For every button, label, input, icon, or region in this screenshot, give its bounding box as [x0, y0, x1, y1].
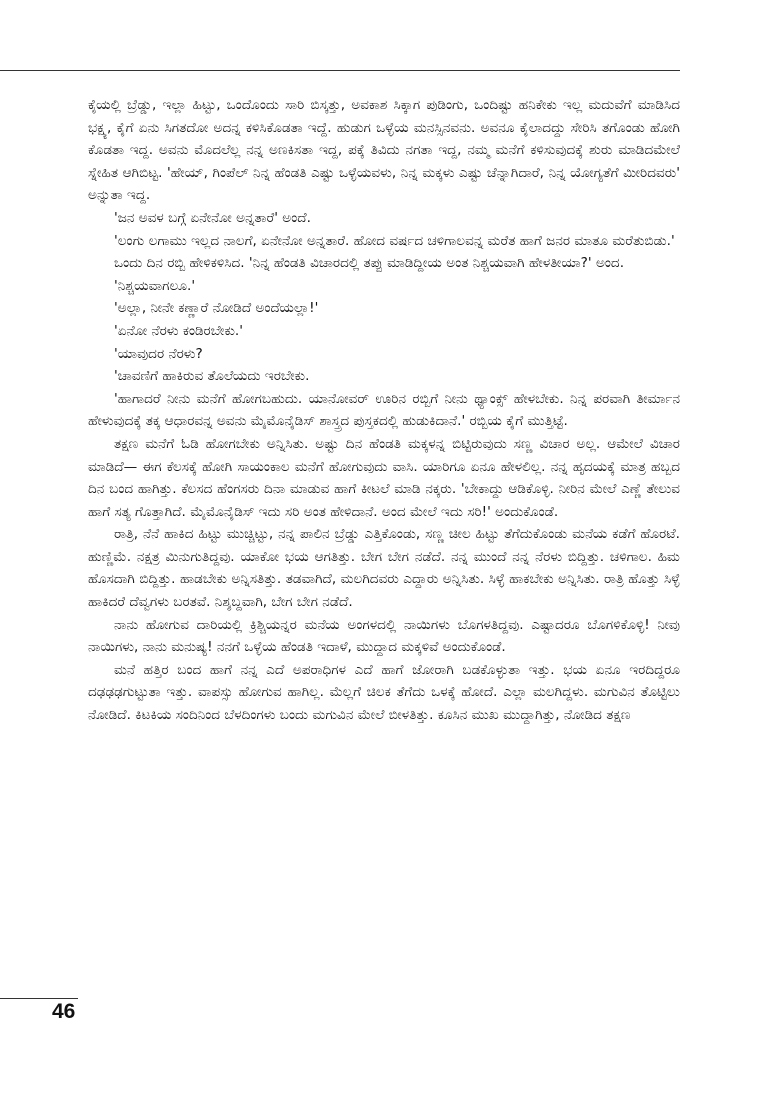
- paragraph: 'ಏನೋ ನೆರಳು ಕಂಡಿರಬೇಕು.': [114, 322, 243, 339]
- paragraph: ನಾನು ಹೋಗುವ ದಾರಿಯಲ್ಲಿ ಕ್ರಿಶ್ಚಿಯನ್ನರ ಮನೆಯ ಅಂಗಳದಲ್ಲಿ ನಾಯಿಗಳು ಬೊಗಳತಿದ್ದವು. ಎಷ್ಟಾದರೂ ಬೊಗಳಿಕೊಳ್ಳಿ! ನೀವು ನಾಯಿಗಳು, ನಾನು ಮನುಷ್ಯ! ನನಗೆ ಒಳ್ಳೆಯ ಹೆಂಡತಿ ಇದಾಳೆ, ಮುದ್ದಾದ ಮಕ್ಕಳಿವೆ ಅಂದುಕೊಂಡೆ.: [88, 616, 680, 656]
- paragraph: 'ಚಾವಣಿಗೆ ಹಾಕಿರುವ ತೊಲೆಯದು ಇರಬೇಕು.: [114, 368, 310, 385]
- paragraph: 'ಲಂಗು ಲಗಾಮು ಇಲ್ಲದ ನಾಲಗೆ, ಏನೇನೋ ಅನ್ನತಾರೆ. ಹೋದ ವರ್ಷದ ಚಳಿಗಾಲವನ್ನ ಮರೆತ ಹಾಗೆ ಜನರ ಮಾತೂ ಮರೆತುಬಿಡು.': [114, 232, 675, 249]
- paragraph: ಕೈಯಲ್ಲಿ ಬ್ರೆಡ್ಡು, ಇಲ್ಲಾ ಹಿಟ್ಟು, ಒಂದೊಂದು ಸಾರಿ ಬಿಸ್ಕತ್ತು, ಅವಕಾಶ ಸಿಕ್ಕಾಗ ಪುಡಿಂಗು, ಒಂದಿಷ್ಟು ಹನಿಕೇಕು ಇಲ್ಲ ಮದುವೆಗೆ ಮಾಡಿಸಿದ ಭಕ್ಷ್ಯ, ಕೈಗೆ ಏನು ಸಿಗತದೋ ಅದನ್ನ ಕಳಿಸಿಕೊಡತಾ ಇದ್ದೆ. ಹುಡುಗ ಒಳ್ಳೆಯ ಮನಸ್ಸಿನವನು. ಅವನೂ ಕೈಲಾದದ್ದು ಸೇರಿಸಿ ತಗೊಂಡು ಹೋಗಿ ಕೊಡತಾ ಇದ್ದ. ಅವನು ಮೊದಲೆಲ್ಲ ನನ್ನ ಅಣಕಿಸತಾ ಇದ್ದ, ಪಕ್ಕೆ ತಿವಿದು ನಗತಾ ಇದ್ದ, ನಮ್ಮ ಮನೆಗೆ ಕಳಿಸುವುದಕ್ಕೆ ಶುರು ಮಾಡಿದಮೇಲೆ ಸ್ನೇಹಿತ ಆಗಿಬಿಟ್ಟ. 'ಹೇಯ್, ಗಿಂಪೆಲ್ ನಿನ್ನ ಹೆಂಡತಿ ಎಷ್ಟು ಒಳ್ಳೆಯವಳು, ನಿನ್ನ ಮಕ್ಕಳು ಎಷ್ಟು ಚೆನ್ನಾಗಿದಾರೆ, ನಿನ್ನ ಯೋಗ್ಯತೆಗೆ ಮೀರಿದವರು' ಅನ್ನುತಾ ಇದ್ದ.: [88, 97, 680, 204]
- paragraph: 'ನಿಶ್ಚಯವಾಗಲೂ.': [114, 277, 196, 294]
- paragraph: 'ಹಾಗಾದರೆ ನೀನು ಮನೆಗೆ ಹೋಗಬಹುದು. ಯಾನೋವರ್ ಊರಿನ ರಬ್ಬಿಗೆ ನೀನು ಥ್ಯಾಂಕ್ಸ್ ಹೇಳಬೇಕು. ನಿನ್ನ ಪರವಾಗಿ ತೀರ್ಮಾನ ಹೇಳುವುದಕ್ಕೆ ತಕ್ಕ ಆಧಾರವನ್ನ ಅವನು ಮೈಮೊನೈಡಿಸ್ ಶಾಸ್ತ್ರದ ಪುಸ್ತಕದಲ್ಲಿ ಹುಡುಕಿದಾನೆ.' ರಬ್ಬಿಯ ಕೈಗೆ ಮುತ್ತಿಟ್ಟೆ.: [88, 390, 680, 430]
- body-text: [88, 94, 680, 727]
- paragraph: ಮನೆ ಹತ್ತಿರ ಬಂದ ಹಾಗೆ ನನ್ನ ಎದೆ ಅಪರಾಧಿಗಳ ಎದೆ ಹಾಗೆ ಜೋರಾಗಿ ಬಡಕೊಳ್ಳುತಾ ಇತ್ತು. ಭಯ ಏನೂ ಇರದಿದ್ದರೂ ದಢಢಢಗುಟ್ಟುತಾ ಇತ್ತು. ವಾಪಸ್ಸು ಹೋಗುವ ಹಾಗಿಲ್ಲ. ಮೆಲ್ಲಗೆ ಚಿಲಕ ತೆಗೆದು ಒಳಕ್ಕೆ ಹೋದೆ. ಎಲ್ಲಾ ಮಲಗಿದ್ದಳು. ಮಗುವಿನ ತೊಟ್ಟಿಲು ನೋಡಿದೆ. ಕಿಟಕಿಯ ಸಂದಿನಿಂದ ಬೆಳದಿಂಗಳು ಬಂದು ಮಗುವಿನ ಮೇಲೆ ಬೀಳತಿತ್ತು. ಕೂಸಿನ ಮುಖ ಮುದ್ದಾಗಿತ್ತು, ನೋಡಿದ ತಕ್ಷಣ: [88, 661, 680, 724]
- paragraph: ಒಂದು ದಿನ ರಬ್ಬಿ ಹೇಳಿಕಳಿಸಿದ. 'ನಿನ್ನ ಹೆಂಡತಿ ವಿಚಾರದಲ್ಲಿ ತಪ್ಪು ಮಾಡಿದ್ದೀಯ ಅಂತ ನಿಶ್ಚಯವಾಗಿ ಹೇಳತೀಯಾ?' ಅಂದ.: [114, 255, 625, 272]
- header-rule: [0, 70, 680, 71]
- paragraph: ತಕ್ಷಣ ಮನೆಗೆ ಓಡಿ ಹೋಗಬೇಕು ಅನ್ನಿಸಿತು. ಅಷ್ಟು ದಿನ ಹೆಂಡತಿ ಮಕ್ಕಳನ್ನ ಬಿಟ್ಟಿರುವುದು ಸಣ್ಣ ವಿಚಾರ ಅಲ್ಲ. ಆಮೇಲೆ ವಿಚಾರ ಮಾಡಿದೆ— ಈಗ ಕೆಲಸಕ್ಕೆ ಹೋಗಿ ಸಾಯಂಕಾಲ ಮನೆಗೆ ಹೋಗುವುದು ವಾಸಿ. ಯಾರಿಗೂ ಏನೂ ಹೇಳಲಿಲ್ಲ. ನನ್ನ ಹೃದಯಕ್ಕೆ ಮಾತ್ರ ಹಬ್ಬದ ದಿನ ಬಂದ ಹಾಗಿತ್ತು. ಕೆಲಸದ ಹೆಂಗಸರು ದಿನಾ ಮಾಡುವ ಹಾಗೆ ಕೀಟಲೆ ಮಾಡಿ ನಕ್ಕರು. 'ಬೇಕಾದ್ದು ಆಡಿಕೊಳ್ಳಿ. ನೀರಿನ ಮೇಲೆ ಎಣ್ಣೆ ತೇಲುವ ಹಾಗೆ ಸತ್ಯ ಗೊತ್ತಾಗಿದೆ. ಮೈಮೊನೈಡಿಸ್ ಇದು ಸರಿ ಅಂತ ಹೇಳಿದಾನೆ. ಅಂದ ಮೇಲೆ ಇದು ಸರಿ!' ಅಂದುಕೊಂಡೆ.: [88, 435, 680, 520]
- paragraph: 'ಅಲ್ಲಾ, ನೀನೇ ಕಣ್ಣಾರೆ ನೋಡಿದೆ ಅಂದೆಯಲ್ಲಾ!': [114, 300, 319, 317]
- paragraph: ರಾತ್ರಿ, ನೆನೆ ಹಾಕಿದ ಹಿಟ್ಟು ಮುಚ್ಚಿಟ್ಟು, ನನ್ನ ಪಾಲಿನ ಬ್ರೆಡ್ಡು ಎತ್ತಿಕೊಂಡು, ಸಣ್ಣ ಚೀಲ ಹಿಟ್ಟು ತೆಗೆದುಕೊಂಡು ಮನೆಯ ಕಡೆಗೆ ಹೊರಟೆ. ಹುಣ್ಣಿಮೆ. ನಕ್ಷತ್ರ ಮಿನುಗುತಿದ್ದವು. ಯಾಕೋ ಭಯ ಆಗತಿತ್ತು. ಬೇಗ ಬೇಗ ನಡೆದೆ. ನನ್ನ ಮುಂದೆ ನನ್ನ ನೆರಳು ಬಿದ್ದಿತ್ತು. ಚಳಿಗಾಲ. ಹಿಮ ಹೊಸದಾಗಿ ಬಿದ್ದಿತ್ತು. ಹಾಡಬೇಕು ಅನ್ನಿಸತಿತ್ತು. ತಡವಾಗಿದೆ, ಮಲಗಿದವರು ಎದ್ದಾರು ಅನ್ನಿಸಿತು. ಸಿಳ್ಳೆ ಹಾಕಬೇಕು ಅನ್ನಿಸಿತು. ರಾತ್ರಿ ಹೊತ್ತು ಸಿಳ್ಳೆ ಹಾಕಿದರೆ ದೆವ್ವಗಳು ಬರತವೆ. ನಿಶ್ಶಬ್ದವಾಗಿ, ಬೇಗ ಬೇಗ ನಡೆದೆ.: [88, 526, 680, 611]
- paragraph: 'ಜನ ಅವಳ ಬಗ್ಗೆ ಏನೇನೋ ಅನ್ನತಾರೆ' ಅಂದೆ.: [114, 209, 311, 226]
- page-number: 46: [52, 1000, 76, 1023]
- footer-rule: [0, 998, 78, 999]
- paragraph: 'ಯಾವುದರ ನೆರಳು?: [114, 345, 203, 362]
